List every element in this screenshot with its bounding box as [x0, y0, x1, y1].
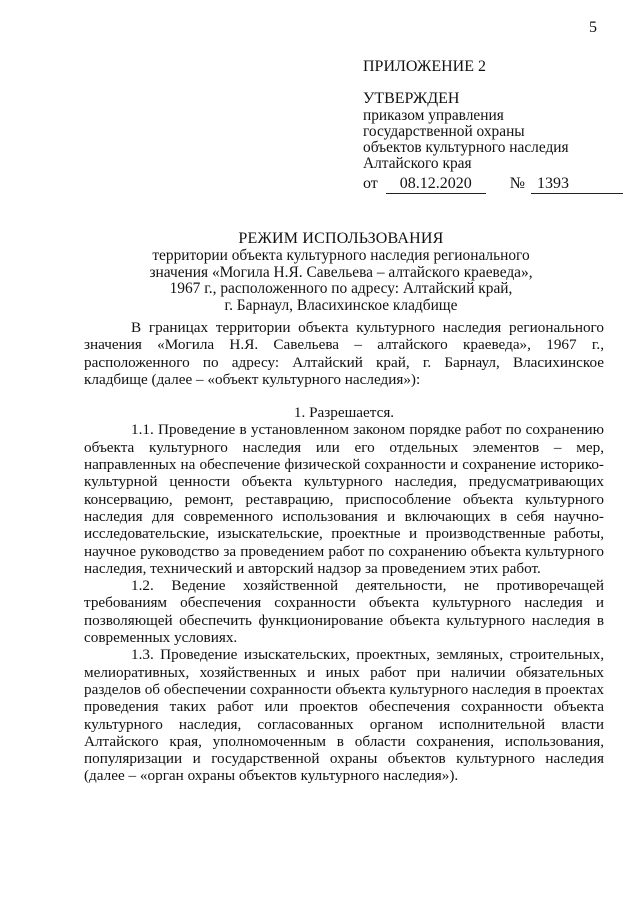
- order-number: 1393: [531, 175, 623, 194]
- clause-1-1: 1.1. Проведение в установленном законом порядке работ по сохранению объекта культурного наследия или его отдельных элементов – мер, направленных на обеспечение физической сохранности и сохранение историко-культурной ценности объекта культурного наследия, предусматривающих консервацию, ремонт, реставрацию, приспособление объекта культурного наследия для современного использования и включающих в себя научно-исследовательские, изыскательские, проектные и производственные работы, научное руководство за проведением работ по сохранению объекта культурного наследия, технический и авторский надзор за проведением этих работ.: [84, 421, 604, 577]
- page-number: 5: [589, 19, 597, 36]
- order-date: 08.12.2020: [386, 175, 486, 194]
- document-title: [80, 230, 602, 314]
- title-sub-line: г. Барнаул, Власихинское кладбище: [224, 296, 458, 314]
- approved-label: УТВЕРЖДЕН: [363, 90, 460, 107]
- order-date-number: [363, 175, 623, 194]
- approval-line: Алтайского края: [363, 155, 472, 172]
- approval-line: объектов культурного наследия: [363, 139, 569, 156]
- approval-block: [363, 58, 623, 194]
- approval-line: приказом управления: [363, 107, 504, 124]
- appendix-label: ПРИЛОЖЕНИЕ 2: [363, 58, 487, 75]
- number-sign: №: [509, 175, 526, 192]
- approval-line: государственной охраны: [363, 123, 525, 140]
- title-sub-line: 1967 г., расположенного по адресу: Алтайский край,: [169, 280, 513, 297]
- title-main: РЕЖИМ ИСПОЛЬЗОВАНИЯ: [238, 230, 444, 247]
- date-prefix: от: [363, 175, 378, 192]
- title-sub-line: значения «Могила Н.Я. Савельева – алтайского краеведа»,: [149, 263, 533, 281]
- clause-1-2: 1.2. Ведение хозяйственной деятельности, не противоречащей требованиям обеспечения сохранности объекта культурного наследия и позволяющей обеспечить функционирование объекта культурного наследия в современных условиях.: [84, 577, 604, 647]
- document-body: [84, 319, 604, 785]
- title-sub-line: территории объекта культурного наследия регионального: [152, 247, 530, 264]
- clause-1-3: 1.3. Проведение изыскательских, проектных, земляных, строительных, мелиоративных, хозяйственных и иных работ при наличии обязательных разделов об обеспечении сохранности объекта культурного наследия в проектах проведения таких работ или проектов обеспечения сохранности объекта культурного наследия, согласованных органом исполнительной власти Алтайского края, уполномоченным в области сохранения, использования, популяризации и государственной охраны объектов культурного наследия (далее – «орган охраны объектов культурного наследия»).: [84, 646, 604, 785]
- section-heading: 1. Разрешается.: [293, 404, 395, 422]
- intro-paragraph: В границах территории объекта культурного наследия регионального значения «Могила Н.Я. Савельева – алтайского краеведа», 1967 г., расположенного по адресу: Алтайский край, г. Барнаул, Власихинское кладбище (далее – «объект культурного наследия»):: [84, 319, 604, 388]
